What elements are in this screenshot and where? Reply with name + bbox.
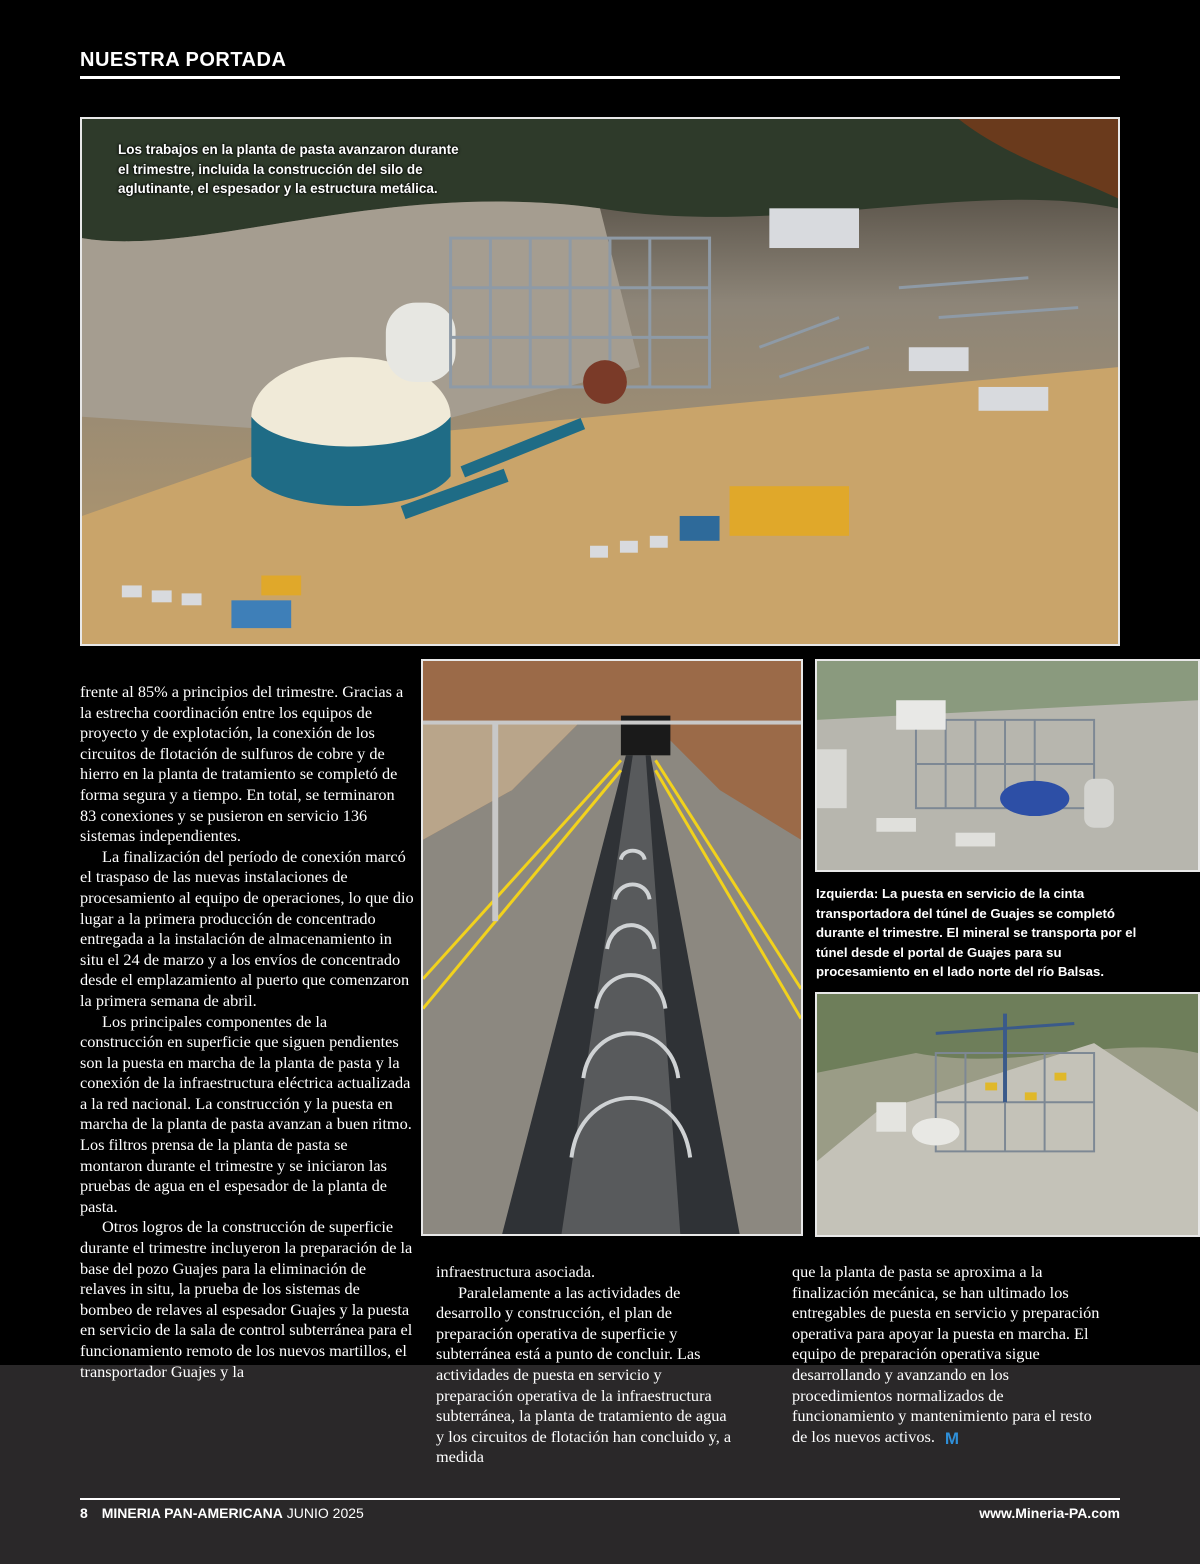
conveyor-tunnel-photo [421, 659, 803, 1236]
article-paragraph: Los principales componentes de la construcción en superficie que siguen pendientes son la puesta en marcha de la planta de pasta y la conexión de la infraestructura eléctrica actualizada a la red nacional. La construcción y la puesta en marcha de la planta de pasta avanzan a buen ritmo. Los filtros prensa de la planta de pasta se montaron durante el trimestre y se iniciaron las pruebas de agua en el espesador de la planta de pasta. [80, 1011, 412, 1216]
footer-rule [80, 1498, 1120, 1500]
top-rule [80, 76, 1120, 79]
article-paragraph: Otros logros de la construcción de superficie durante el trimestre incluyeron la preparación de la base del pozo Guajes para la eliminación de relaves in situ, la prueba de los sistemas de bombeo de relaves al espesador Guajes y la puesta en servicio de la sala de control subterránea para el funcionamiento remoto de los nuevos martillos, el transportador Guajes y la [80, 1217, 413, 1381]
issue-date: JUNIO 2025 [286, 1505, 364, 1521]
side-photo-caption: Izquierda: La puesta en servicio de la cinta transportadora del túnel de Guajes se completó durante el trimestre. El mineral se transporta por el túnel desde el portal de Guajes para su procesamiento en el lado norte del río Balsas. [816, 886, 1137, 980]
section-label: NUESTRA PORTADA [80, 49, 287, 71]
flotation-plant-photo [815, 659, 1200, 872]
article-paragraph [792, 1262, 1102, 1449]
article-paragraph: frente al 85% a principios del trimestre. Gracias a la estrecha coordinación entre los equipos de proyecto y de explotación, la conexión de los circuitos de flotación de sulfuros de cobre y de hierro en la planta de tratamiento se completó de forma segura y a tiempo. En total, se terminaron 83 conexiones y se pusieron en servicio 136 sistemas independientes. [80, 682, 404, 846]
article-paragraph: infraestructura asociada. [436, 1262, 596, 1281]
article-column-3 [792, 1262, 1102, 1449]
article-paragraph: Paralelamente a las actividades de desarrollo y construcción, el plan de preparación operativa de superficie y subterránea está a punto de concluir. Las actividades de puesta en servicio y preparación operativa de la infraestructura subterránea, la planta de tratamiento de agua y los circuitos de flotación han concluido y, a medida [436, 1282, 732, 1467]
footer-info [80, 1505, 364, 1521]
website-url: www.Mineria-PA.com [979, 1505, 1120, 1521]
article-column-1 [80, 682, 414, 1382]
main-photo-caption: Los trabajos en la planta de pasta avanzaron durante el trimestre, incluida la construcción del silo de aglutinante, el espesador y la estructura metálica. [118, 142, 459, 196]
magazine-name: MINERIA PAN-AMERICANA [101, 1505, 283, 1521]
page-number: 8 [80, 1505, 88, 1521]
article-column-2 [436, 1262, 736, 1468]
article-paragraph: La finalización del período de conexión marcó el traspaso de las nuevas instalaciones de procesamiento al equipo de operaciones, lo que dio lugar a la primera producción de concentrado entregada a la instalación de almacenamiento in situ el 24 de marzo y a los envíos de concentrado desde el emplazamiento al puerto que comenzaron la primera semana de abril. [80, 846, 414, 1010]
article-paragraph-text: que la planta de pasta se aproxima a la finalización mecánica, se han ultimado los entregables de puesta en servicio y preparación operativa para apoyar la puesta en marcha. El equipo de preparación operativa sigue desarrollando y avanzando en los procedimientos normalizados de funcionamiento y mantenimiento para el resto de los nuevos activos. [792, 1262, 1100, 1446]
end-of-article-mark: M [944, 1428, 959, 1448]
processing-site-photo [815, 992, 1200, 1237]
